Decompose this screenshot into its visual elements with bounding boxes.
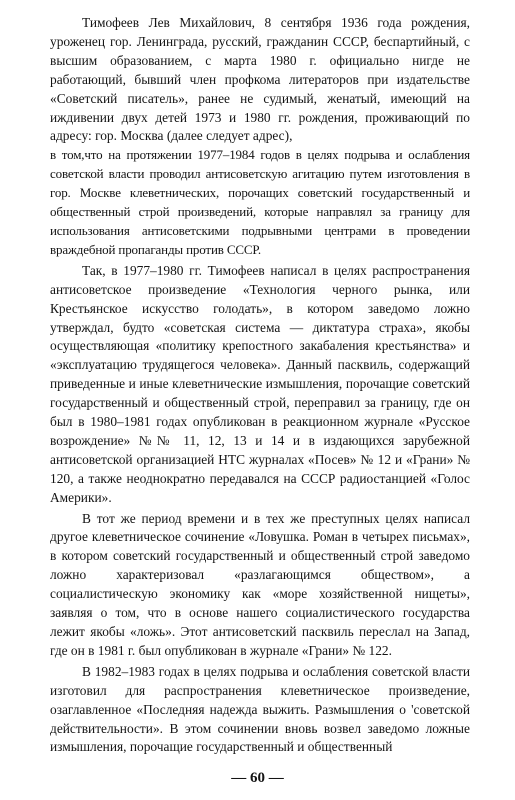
paragraph-defendant-details: Тимофеев Лев Михайлович, 8 сентября 1936 года рождения, уроженец гор. Ленинграда, русский, гражданин СССР, беспартийный, с высшим образованием, с марта 1980 г. официально нигде не работающий, бывший член профкома литераторов при издательстве «Советский писатель», ранее не судимый, женатый, имеющий на иждивении двух детей 1973 и 1980 гг. рождения, проживающий по адресу: гор. Москва (далее следует адрес),	[50, 15, 470, 144]
paragraph-charge-summary: в том,что на протяжении 1977–1984 годов в целях подрыва и ослабления советской власти проводил антисоветскую агитацию путем изготовления в гор. Москве клеветнических, порочащих советский государственный и общественный строй произведений, которые направлял за границу для использования антисоветскими подрывными центрами в проведении враждебной пропаганды против СССР.	[50, 147, 470, 257]
page-number: — 60 —	[231, 770, 284, 786]
paragraph-black-market-work: Так, в 1977–1980 гг. Тимофеев написал в целях распространения антисоветское произведение «Технология черного рынка, или Крестьянское искусство голодать», в котором заведомо ложно утверждал, будто «советская система — диктатура страха», якобы осуществляющая «политику крепостного закабаления крестьянства» и «эксплуатацию трудящегося человека». Данный пасквиль, содержащий приведенные и иные клеветнические измышления, порочащие советский государственный и общественный строй, переправил за границу, где он был в 1980–1981 годах опубликован в реакционном журнале «Русское возрождение» №№ 11, 12, 13 и 14 и в издающихся зарубежной антисоветской организацией НТС журналах «Посев» № 12 и «Грани» № 120, а также неоднократно передавался на СССР радиостанцией «Голос Америки».	[50, 262, 470, 505]
paragraph-trap-novel: В тот же период времени и в тех же преступных целях написал другое клеветническое сочинение «Ловушка. Роман в четырех письмах», в котором советский государственный и общественный строй заведомо ложно характеризовал «разлагающимся обществом», а социалистическую экономику как «море хозяйственной нищеты», заявляя о том, что в основе нашего социалистического государства лежит якобы «ложь». Этот антисоветский пасквиль переслал на Запад, где он в 1981 г. был опубликован в журнале «Грани» № 122.	[50, 510, 470, 658]
document-page	[50, 14, 470, 774]
paragraph-last-hope-work: В 1982–1983 годах в целях подрыва и ослабления советской власти изготовил для распространения клеветническое произведение, озаглавленное «Последняя надежда выжить. Размышления о 'советской действительности». В этом сочинении вновь возвел заведомо ложные измышления, порочащие государственный и общественный	[50, 663, 470, 755]
